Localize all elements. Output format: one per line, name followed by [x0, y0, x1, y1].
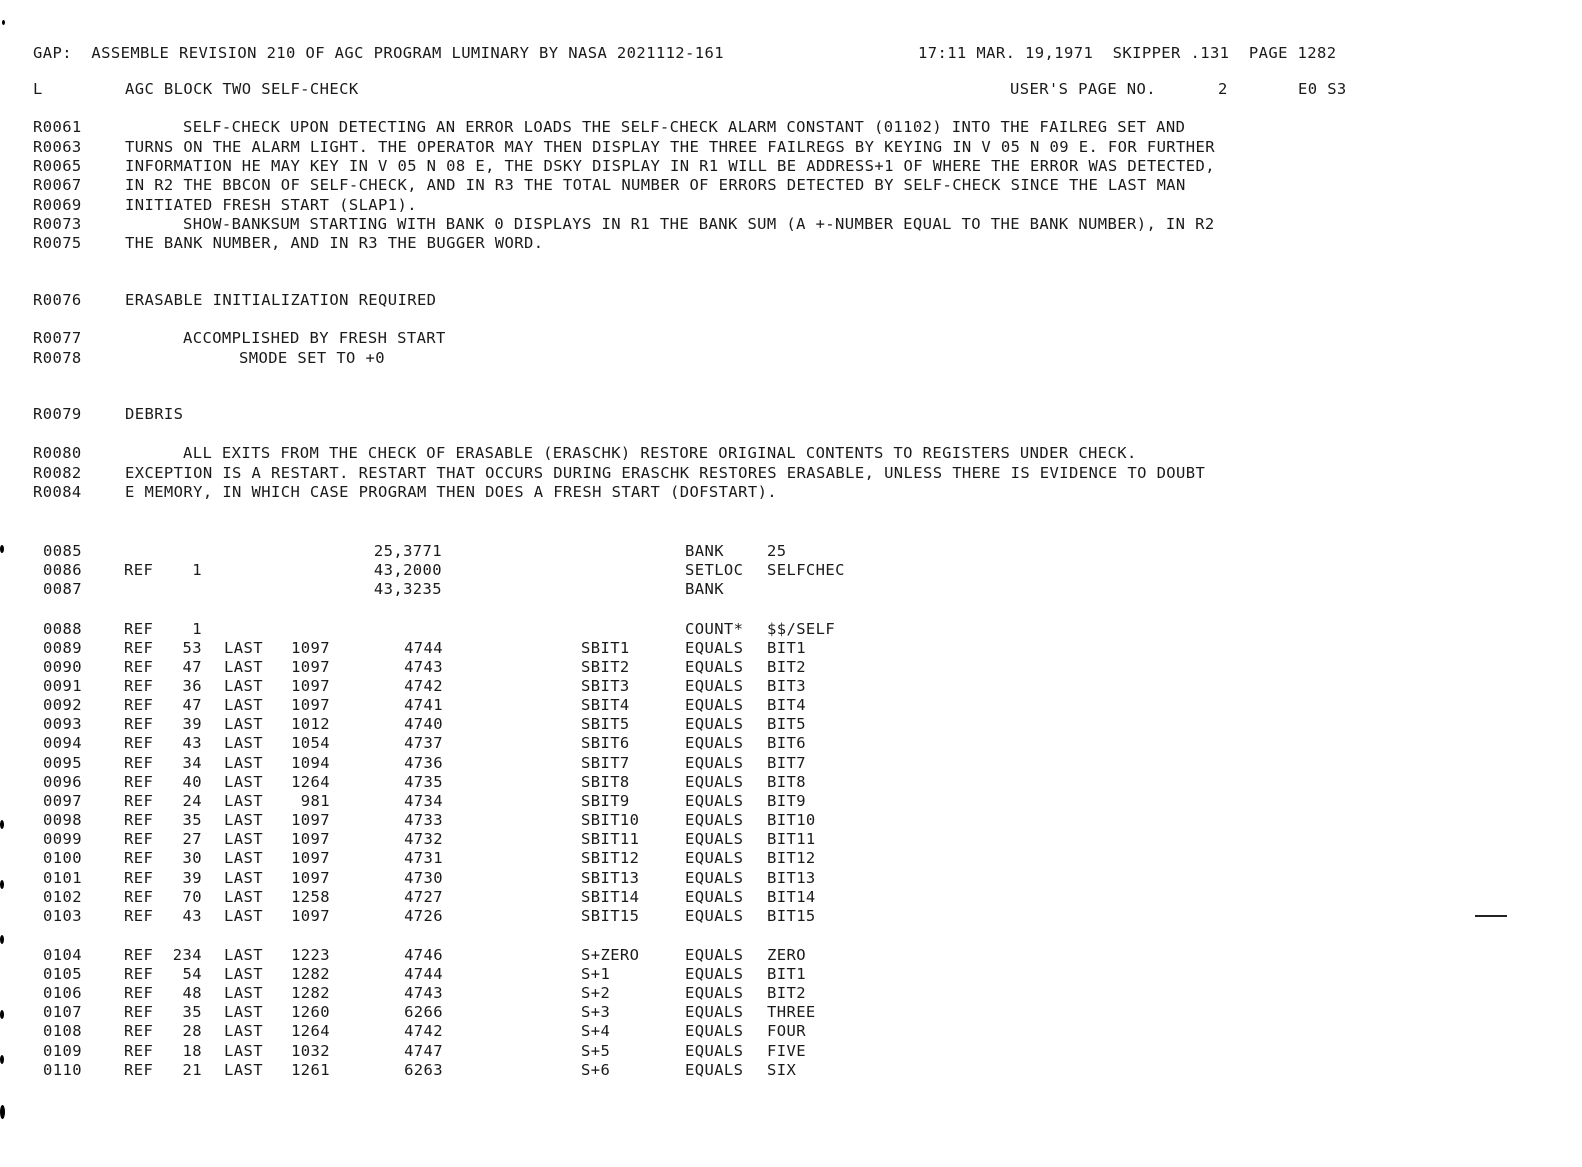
- listing-cell-num: 0099: [43, 830, 82, 848]
- listing-cell-arg: BIT6: [767, 734, 806, 752]
- comment-line-text: EXCEPTION IS A RESTART. RESTART THAT OCCURS DURING ERASCHK RESTORES ERASABLE, UNLESS THERE IS EVIDENCE TO DOUBT: [125, 464, 1206, 482]
- listing-cell-refn: 36: [182, 677, 202, 695]
- comment-line-id: R0080: [33, 444, 82, 462]
- listing-cell-last: LAST: [224, 965, 263, 983]
- listing-cell-ref: REF: [124, 620, 154, 638]
- scan-speck: [0, 880, 4, 889]
- listing-cell-num: 0088: [43, 620, 82, 638]
- comment-line-id: R0075: [33, 234, 82, 252]
- listing-cell-refn: 35: [182, 1003, 202, 1021]
- listing-cell-sym: SBIT10: [581, 811, 640, 829]
- listing-cell-refn: 70: [182, 888, 202, 906]
- listing-cell-sym: SBIT4: [581, 696, 630, 714]
- listing-cell-sym: SBIT5: [581, 715, 630, 733]
- listing-cell-ref: REF: [124, 869, 154, 887]
- listing-cell-ref: REF: [124, 946, 154, 964]
- listing-cell-op: EQUALS: [685, 946, 744, 964]
- listing-cell-refn: 43: [182, 907, 202, 925]
- listing-cell-op: EQUALS: [685, 715, 744, 733]
- listing-cell-num: 0089: [43, 639, 82, 657]
- listing-cell-num: 0086: [43, 561, 82, 579]
- listing-cell-ref: REF: [124, 811, 154, 829]
- listing-cell-last: LAST: [224, 792, 263, 810]
- comment-line-id: R0065: [33, 157, 82, 175]
- listing-cell-ref: REF: [124, 734, 154, 752]
- listing-cell-val: 4741: [404, 696, 443, 714]
- listing-cell-ref: REF: [124, 984, 154, 1002]
- listing-cell-val: 6266: [404, 1003, 443, 1021]
- listing-cell-val: 4742: [404, 1022, 443, 1040]
- listing-cell-lastn: 1097: [291, 849, 330, 867]
- listing-cell-arg: BIT3: [767, 677, 806, 695]
- listing-cell-sym: SBIT14: [581, 888, 640, 906]
- listing-cell-lastn: 1282: [291, 984, 330, 1002]
- listing-cell-last: LAST: [224, 849, 263, 867]
- listing-cell-num: 0101: [43, 869, 82, 887]
- listing-cell-val: 4731: [404, 849, 443, 867]
- listing-cell-last: LAST: [224, 1022, 263, 1040]
- listing-cell-num: 0094: [43, 734, 82, 752]
- listing-cell-arg: BIT2: [767, 658, 806, 676]
- listing-cell-arg: BIT9: [767, 792, 806, 810]
- listing-cell-refn: 27: [182, 830, 202, 848]
- comment-line-id: R0079: [33, 405, 82, 423]
- listing-cell-refn: 1: [192, 620, 202, 638]
- listing-cell-op: EQUALS: [685, 696, 744, 714]
- listing-cell-sym: SBIT13: [581, 869, 640, 887]
- listing-cell-sym: SBIT2: [581, 658, 630, 676]
- listing-cell-lastn: 1097: [291, 658, 330, 676]
- listing-cell-num: 0092: [43, 696, 82, 714]
- listing-cell-num: 0097: [43, 792, 82, 810]
- listing-cell-arg: BIT15: [767, 907, 816, 925]
- listing-cell-refn: 28: [182, 1022, 202, 1040]
- page-header-left: GAP: ASSEMBLE REVISION 210 OF AGC PROGRAM LUMINARY BY NASA 2021112-161: [33, 44, 724, 62]
- listing-cell-op: EQUALS: [685, 754, 744, 772]
- listing-cell-refn: 39: [182, 715, 202, 733]
- listing-cell-sym: S+2: [581, 984, 611, 1002]
- listing-cell-ref: REF: [124, 696, 154, 714]
- listing-cell-last: LAST: [224, 811, 263, 829]
- listing-cell-ref: REF: [124, 1003, 154, 1021]
- listing-cell-num: 0106: [43, 984, 82, 1002]
- listing-cell-last: LAST: [224, 773, 263, 791]
- listing-cell-refn: 34: [182, 754, 202, 772]
- listing-cell-sym: SBIT15: [581, 907, 640, 925]
- listing-cell-num: 0087: [43, 580, 82, 598]
- listing-cell-lastn: 1032: [291, 1042, 330, 1060]
- listing-cell-op: EQUALS: [685, 1003, 744, 1021]
- scan-speck: [0, 545, 4, 553]
- comment-line-id: R0073: [33, 215, 82, 233]
- listing-cell-lastn: 1223: [291, 946, 330, 964]
- listing-cell-ref: REF: [124, 773, 154, 791]
- listing-cell-sym: SBIT6: [581, 734, 630, 752]
- listing-cell-lastn: 1097: [291, 907, 330, 925]
- listing-cell-sym: SBIT12: [581, 849, 640, 867]
- listing-cell-refn: 1: [192, 561, 202, 579]
- scan-speck: [0, 820, 4, 829]
- listing-cell-arg: BIT1: [767, 639, 806, 657]
- listing-cell-ref: REF: [124, 639, 154, 657]
- listing-cell-arg: FIVE: [767, 1042, 806, 1060]
- listing-cell-refn: 234: [172, 946, 202, 964]
- listing-cell-ref: REF: [124, 888, 154, 906]
- listing-cell-refn: 54: [182, 965, 202, 983]
- listing-cell-arg: 25: [767, 542, 787, 560]
- comment-line-id: R0067: [33, 176, 82, 194]
- listing-cell-val: 4726: [404, 907, 443, 925]
- listing-cell-lastn: 1258: [291, 888, 330, 906]
- listing-cell-lastn: 1260: [291, 1003, 330, 1021]
- listing-cell-last: LAST: [224, 946, 263, 964]
- listing-cell-val: 4735: [404, 773, 443, 791]
- listing-cell-ref: REF: [124, 561, 154, 579]
- comment-line-text: IN R2 THE BBCON OF SELF-CHECK, AND IN R3 THE TOTAL NUMBER OF ERRORS DETECTED BY SELF-CHECK SINCE THE LAST MAN: [125, 176, 1186, 194]
- listing-cell-refn: 39: [182, 869, 202, 887]
- listing-cell-val: 4744: [404, 965, 443, 983]
- listing-cell-lastn: 981: [300, 792, 330, 810]
- comment-line-text: SMODE SET TO +0: [239, 349, 385, 367]
- listing-cell-op: EQUALS: [685, 811, 744, 829]
- comment-line-id: R0078: [33, 349, 82, 367]
- listing-cell-val: 4730: [404, 869, 443, 887]
- users-page-label: USER'S PAGE NO.: [1010, 80, 1156, 98]
- comment-line-id: R0061: [33, 118, 82, 136]
- listing-cell-sym: S+4: [581, 1022, 611, 1040]
- listing-cell-refn: 40: [182, 773, 202, 791]
- listing-cell-arg: BIT7: [767, 754, 806, 772]
- listing-cell-op: EQUALS: [685, 888, 744, 906]
- listing-cell-lastn: 1094: [291, 754, 330, 772]
- listing-cell-refn: 47: [182, 658, 202, 676]
- listing-cell-op: EQUALS: [685, 849, 744, 867]
- listing-cell-lastn: 1097: [291, 639, 330, 657]
- listing-cell-num: 0109: [43, 1042, 82, 1060]
- listing-cell-last: LAST: [224, 677, 263, 695]
- listing-cell-lastn: 1097: [291, 869, 330, 887]
- listing-cell-last: LAST: [224, 1003, 263, 1021]
- listing-cell-op: EQUALS: [685, 1022, 744, 1040]
- listing-cell-val: 4747: [404, 1042, 443, 1060]
- listing-cell-sym: SBIT1: [581, 639, 630, 657]
- listing-cell-sym: S+6: [581, 1061, 611, 1079]
- listing-cell-num: 0102: [43, 888, 82, 906]
- scan-speck: [2, 20, 5, 25]
- listing-cell-arg: BIT5: [767, 715, 806, 733]
- listing-cell-val: 4732: [404, 830, 443, 848]
- listing-cell-num: 0093: [43, 715, 82, 733]
- listing-cell-lastn: 1261: [291, 1061, 330, 1079]
- listing-cell-op: EQUALS: [685, 773, 744, 791]
- listing-cell-num: 0107: [43, 1003, 82, 1021]
- comment-line-id: R0069: [33, 196, 82, 214]
- comment-line-text: ALL EXITS FROM THE CHECK OF ERASABLE (ERASCHK) RESTORE ORIGINAL CONTENTS TO REGISTERS UNDER CHECK.: [183, 444, 1137, 462]
- listing-cell-arg: ZERO: [767, 946, 806, 964]
- listing-cell-op: SETLOC: [685, 561, 744, 579]
- listing-cell-arg: BIT1: [767, 965, 806, 983]
- scan-mark: [1475, 915, 1507, 917]
- listing-cell-op: EQUALS: [685, 830, 744, 848]
- listing-cell-last: LAST: [224, 1042, 263, 1060]
- listing-cell-refn: 35: [182, 811, 202, 829]
- listing-cell-sym: SBIT8: [581, 773, 630, 791]
- listing-cell-loc: 43,2000: [373, 561, 442, 579]
- listing-cell-lastn: 1264: [291, 1022, 330, 1040]
- listing-cell-ref: REF: [124, 658, 154, 676]
- listing-cell-arg: THREE: [767, 1003, 816, 1021]
- comment-line-id: R0063: [33, 138, 82, 156]
- listing-cell-arg: SELFCHEC: [767, 561, 845, 579]
- listing-cell-refn: 21: [182, 1061, 202, 1079]
- page-header-right: 17:11 MAR. 19,1971 SKIPPER .131 PAGE 1282: [918, 44, 1337, 62]
- listing-cell-arg: BIT2: [767, 984, 806, 1002]
- listing-cell-last: LAST: [224, 658, 263, 676]
- listing-cell-arg: BIT11: [767, 830, 816, 848]
- listing-cell-num: 0104: [43, 946, 82, 964]
- listing-cell-sym: S+3: [581, 1003, 611, 1021]
- listing-cell-ref: REF: [124, 965, 154, 983]
- listing-cell-num: 0108: [43, 1022, 82, 1040]
- listing-cell-lastn: 1264: [291, 773, 330, 791]
- listing-cell-op: EQUALS: [685, 792, 744, 810]
- listing-cell-op: EQUALS: [685, 869, 744, 887]
- listing-cell-last: LAST: [224, 869, 263, 887]
- listing-cell-arg: BIT10: [767, 811, 816, 829]
- listing-cell-val: 4733: [404, 811, 443, 829]
- listing-cell-op: EQUALS: [685, 984, 744, 1002]
- comment-line-text: SELF-CHECK UPON DETECTING AN ERROR LOADS THE SELF-CHECK ALARM CONSTANT (01102) INTO THE FAILREG SET AND: [183, 118, 1186, 136]
- listing-cell-num: 0095: [43, 754, 82, 772]
- listing-cell-op: EQUALS: [685, 1042, 744, 1060]
- comment-line-text: INFORMATION HE MAY KEY IN V 05 N 08 E, THE DSKY DISPLAY IN R1 WILL BE ADDRESS+1 OF WHERE THE ERROR WAS DETECTED,: [125, 157, 1215, 175]
- listing-cell-refn: 48: [182, 984, 202, 1002]
- listing-marker: L: [33, 80, 43, 98]
- listing-cell-arg: BIT13: [767, 869, 816, 887]
- listing-cell-ref: REF: [124, 792, 154, 810]
- listing-cell-num: 0090: [43, 658, 82, 676]
- listing-cell-sym: SBIT9: [581, 792, 630, 810]
- listing-cell-op: EQUALS: [685, 907, 744, 925]
- comment-line-text: DEBRIS: [125, 405, 184, 423]
- listing-cell-op: BANK: [685, 580, 724, 598]
- listing-cell-refn: 24: [182, 792, 202, 810]
- listing-cell-lastn: 1097: [291, 811, 330, 829]
- listing-cell-val: 4737: [404, 734, 443, 752]
- listing-cell-refn: 43: [182, 734, 202, 752]
- listing-cell-val: 4740: [404, 715, 443, 733]
- listing-cell-refn: 47: [182, 696, 202, 714]
- listing-cell-sym: S+ZERO: [581, 946, 640, 964]
- listing-cell-lastn: 1282: [291, 965, 330, 983]
- users-page-number: 2: [1218, 80, 1228, 98]
- scan-speck: [0, 1055, 4, 1064]
- listing-cell-last: LAST: [224, 715, 263, 733]
- listing-cell-arg: BIT14: [767, 888, 816, 906]
- listing-cell-num: 0100: [43, 849, 82, 867]
- scan-speck: [0, 1105, 5, 1119]
- listing-cell-num: 0096: [43, 773, 82, 791]
- listing-cell-lastn: 1097: [291, 830, 330, 848]
- listing-cell-op: EQUALS: [685, 658, 744, 676]
- listing-cell-arg: BIT8: [767, 773, 806, 791]
- listing-cell-arg: BIT12: [767, 849, 816, 867]
- listing-cell-val: 4736: [404, 754, 443, 772]
- comment-line-text: THE BANK NUMBER, AND IN R3 THE BUGGER WORD.: [125, 234, 544, 252]
- listing-cell-ref: REF: [124, 849, 154, 867]
- listing-cell-sym: SBIT7: [581, 754, 630, 772]
- comment-line-text: ERASABLE INITIALIZATION REQUIRED: [125, 291, 437, 309]
- listing-cell-lastn: 1054: [291, 734, 330, 752]
- listing-cell-val: 4727: [404, 888, 443, 906]
- listing-cell-last: LAST: [224, 888, 263, 906]
- listing-cell-arg: FOUR: [767, 1022, 806, 1040]
- listing-cell-last: LAST: [224, 734, 263, 752]
- listing-cell-last: LAST: [224, 830, 263, 848]
- listing-cell-val: 4734: [404, 792, 443, 810]
- listing-cell-refn: 18: [182, 1042, 202, 1060]
- listing-cell-val: 4743: [404, 984, 443, 1002]
- listing-cell-arg: BIT4: [767, 696, 806, 714]
- listing-cell-sym: S+1: [581, 965, 611, 983]
- listing-cell-sym: SBIT11: [581, 830, 640, 848]
- listing-cell-op: EQUALS: [685, 1061, 744, 1079]
- listing-cell-val: 4742: [404, 677, 443, 695]
- listing-cell-sym: S+5: [581, 1042, 611, 1060]
- listing-cell-num: 0091: [43, 677, 82, 695]
- comment-line-id: R0077: [33, 329, 82, 347]
- comment-line-text: INITIATED FRESH START (SLAP1).: [125, 196, 417, 214]
- listing-cell-ref: REF: [124, 907, 154, 925]
- listing-cell-last: LAST: [224, 639, 263, 657]
- listing-cell-ref: REF: [124, 830, 154, 848]
- listing-cell-op: EQUALS: [685, 677, 744, 695]
- listing-cell-num: 0110: [43, 1061, 82, 1079]
- listing-cell-op: EQUALS: [685, 965, 744, 983]
- comment-line-text: ACCOMPLISHED BY FRESH START: [183, 329, 446, 347]
- listing-cell-op: COUNT*: [685, 620, 744, 638]
- listing-cell-num: 0103: [43, 907, 82, 925]
- comment-line-id: R0084: [33, 483, 82, 501]
- listing-cell-sym: SBIT3: [581, 677, 630, 695]
- section-title: AGC BLOCK TWO SELF-CHECK: [125, 80, 359, 98]
- listing-cell-lastn: 1097: [291, 677, 330, 695]
- listing-cell-lastn: 1097: [291, 696, 330, 714]
- comment-line-id: R0076: [33, 291, 82, 309]
- listing-cell-ref: REF: [124, 1042, 154, 1060]
- listing-cell-refn: 30: [182, 849, 202, 867]
- comment-line-text: E MEMORY, IN WHICH CASE PROGRAM THEN DOES A FRESH START (DOFSTART).: [125, 483, 778, 501]
- listing-cell-last: LAST: [224, 696, 263, 714]
- listing-cell-val: 4743: [404, 658, 443, 676]
- listing-cell-loc: 43,3235: [373, 580, 442, 598]
- listing-cell-lastn: 1012: [291, 715, 330, 733]
- listing-cell-op: BANK: [685, 542, 724, 560]
- listing-cell-last: LAST: [224, 907, 263, 925]
- listing-cell-ref: REF: [124, 677, 154, 695]
- listing-cell-val: 4744: [404, 639, 443, 657]
- listing-cell-arg: $$/SELF: [767, 620, 836, 638]
- listing-cell-refn: 53: [182, 639, 202, 657]
- listing-cell-ref: REF: [124, 754, 154, 772]
- listing-cell-num: 0098: [43, 811, 82, 829]
- listing-cell-op: EQUALS: [685, 734, 744, 752]
- listing-cell-loc: 25,3771: [373, 542, 442, 560]
- scan-speck: [0, 935, 4, 944]
- listing-cell-num: 0085: [43, 542, 82, 560]
- comment-line-text: SHOW-BANKSUM STARTING WITH BANK 0 DISPLAYS IN R1 THE BANK SUM (A +-NUMBER EQUAL TO THE BANK NUMBER), IN R2: [183, 215, 1215, 233]
- listing-cell-num: 0105: [43, 965, 82, 983]
- listing-cell-val: 4746: [404, 946, 443, 964]
- listing-cell-val: 6263: [404, 1061, 443, 1079]
- listing-cell-ref: REF: [124, 715, 154, 733]
- scan-speck: [0, 1010, 4, 1019]
- listing-cell-last: LAST: [224, 984, 263, 1002]
- comment-line-id: R0082: [33, 464, 82, 482]
- listing-cell-last: LAST: [224, 754, 263, 772]
- listing-cell-ref: REF: [124, 1061, 154, 1079]
- listing-cell-arg: SIX: [767, 1061, 797, 1079]
- listing-cell-op: EQUALS: [685, 639, 744, 657]
- page-code: E0 S3: [1298, 80, 1347, 98]
- listing-cell-last: LAST: [224, 1061, 263, 1079]
- listing-cell-ref: REF: [124, 1022, 154, 1040]
- comment-line-text: TURNS ON THE ALARM LIGHT. THE OPERATOR MAY THEN DISPLAY THE THREE FAILREGS BY KEYING IN V 05 N 09 E. FOR FURTHER: [125, 138, 1215, 156]
